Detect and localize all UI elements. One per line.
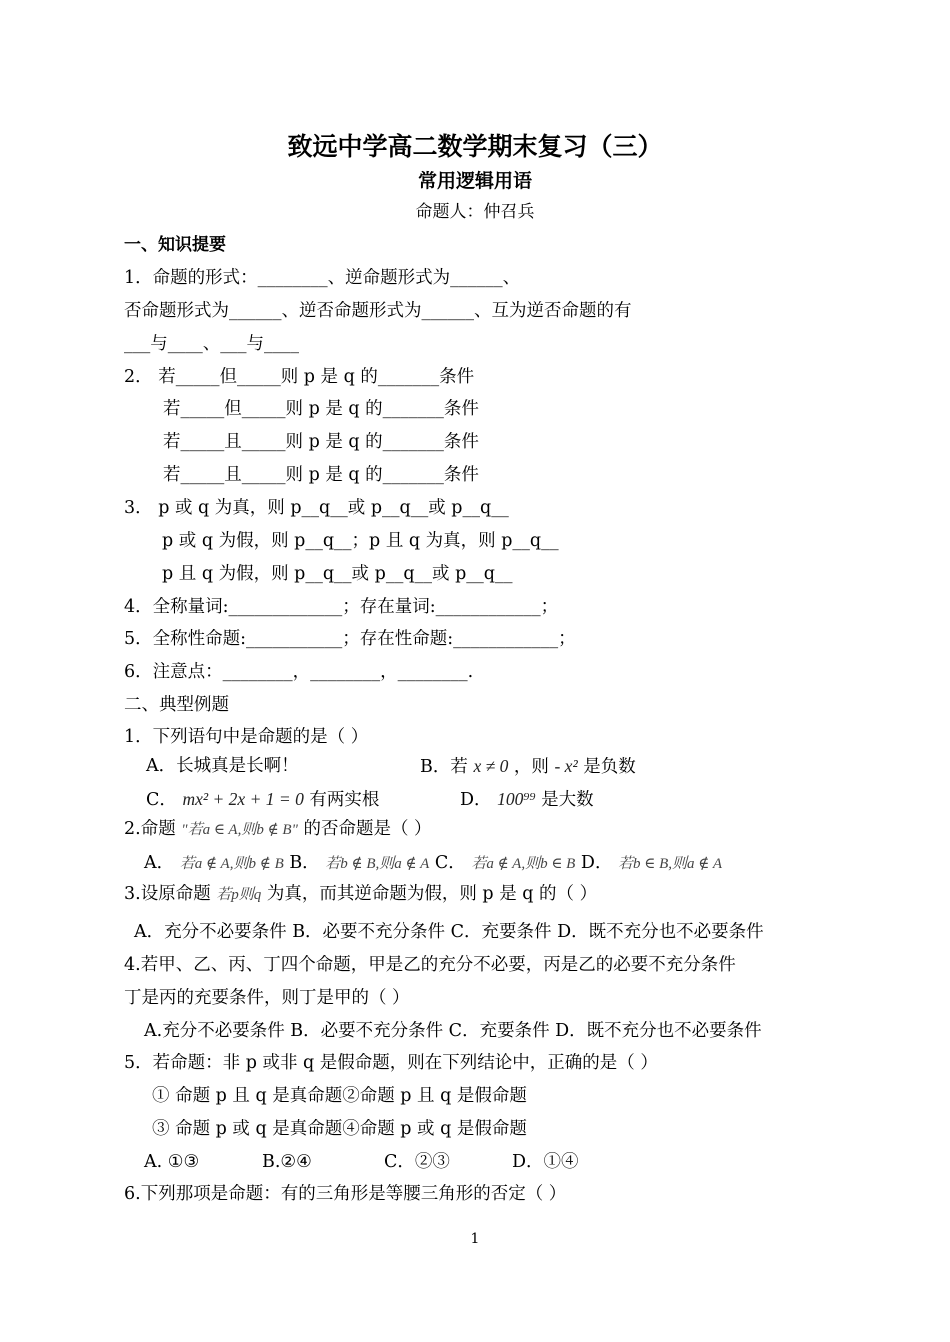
knowledge-line: 6．注意点：________，________，________.	[124, 662, 474, 682]
question-3-options: A．充分不必要条件 B．必要不充分条件 C．充要条件 D．既不充分也不必要条件	[134, 922, 764, 942]
question-5-option-b: B.②④	[262, 1152, 312, 1172]
question-5-statement: ③ 命题 p 或 q 是真命题④命题 p 或 q 是假命题	[152, 1119, 527, 1139]
math-expression: 若b ∈ B,则a ∉ A	[618, 856, 723, 872]
knowledge-line: 若_____但_____则 p 是 q 的_______条件	[163, 399, 479, 419]
math-expression: 若b ∉ B,则a ∉ A	[325, 856, 430, 872]
question-2-stem: 2.命题 "若a ∈ A,则b ∉ B" 的否命题是（ ）	[124, 819, 432, 839]
math-expression: - x²	[554, 756, 578, 776]
question-5-stem: 5．若命题：非 p 或非 q 是假命题，则在下列结论中，正确的是（ ）	[124, 1053, 658, 1073]
question-5-option-a: A. ①③	[144, 1152, 200, 1172]
knowledge-line: p 且 q 为假，则 p__q__或 p__q__或 p__q__	[162, 564, 513, 584]
math-expression: 若p则q	[216, 887, 262, 903]
section-heading-examples: 二、典型例题	[124, 695, 229, 715]
knowledge-line: 1．命题的形式：________、逆命题形式为______、	[124, 268, 521, 288]
question-4-stem-line-2: 丁是丙的充要条件，则丁是甲的（ ）	[124, 988, 410, 1008]
question-2-options: A． 若a ∉ A,则b ∉ B B． 若b ∉ B,则a ∉ A C． 若a ∉ A,则b ∈ B D． 若b ∈ B,则a ∉ A	[144, 853, 723, 873]
knowledge-line: 3． p 或 q 为真，则 p__q__或 p__q__或 p__q__	[124, 498, 509, 518]
question-5-statement: ① 命题 p 且 q 是真命题②命题 p 且 q 是假命题	[152, 1086, 527, 1106]
knowledge-line: 5．全称性命题:___________；存在性命题:____________；	[124, 629, 576, 649]
knowledge-line: 2． 若_____但_____则 p 是 q 的_______条件	[124, 367, 475, 387]
knowledge-line: 若_____且_____则 p 是 q 的_______条件	[163, 432, 479, 452]
math-expression: mx² + 2x + 1 = 0	[182, 789, 304, 809]
question-6-stem: 6.下列那项是命题：有的三角形是等腰三角形的否定（ ）	[124, 1184, 567, 1204]
question-3-stem: 3.设原命题 若p则q 为真，而其逆命题为假，则 p 是 q 的（ ）	[124, 884, 598, 904]
question-4-options: A.充分不必要条件 B．必要不充分条件 C．充要条件 D．既不充分也不必要条件	[144, 1021, 762, 1041]
question-1-option-d: D． 100⁹⁹ 是大数	[460, 789, 594, 810]
question-5-option-c: C．②③	[384, 1152, 450, 1172]
math-expression: 若a ∉ A,则b ∈ B	[471, 856, 576, 872]
math-expression: x ≠ 0	[473, 756, 509, 776]
page-number: 1	[470, 1231, 480, 1247]
knowledge-line: 否命题形式为______、逆否命题形式为______、互为逆否命题的有	[124, 301, 632, 321]
knowledge-line: 若_____且_____则 p 是 q 的_______条件	[163, 465, 479, 485]
question-4-stem-line-1: 4.若甲、乙、丙、丁四个命题，甲是乙的充分不必要，丙是乙的必要不充分条件	[124, 955, 736, 975]
knowledge-line: p 或 q 为假，则 p__q__；p 且 q 为真，则 p__q__	[162, 531, 559, 551]
knowledge-line: ___与____、___与____	[124, 334, 299, 354]
document-title: 致远中学高二数学期末复习（三）	[287, 132, 663, 161]
question-1-option-a: A．长城真是长啊！	[146, 756, 299, 776]
question-5-option-d: D．①④	[512, 1152, 579, 1172]
question-1-stem: 1．下列语句中是命题的是（ ）	[124, 727, 369, 747]
math-expression: "若a ∈ A,则b ∉ B"	[181, 822, 298, 838]
document-subtitle: 常用逻辑用语	[417, 170, 532, 192]
math-expression: 100⁹⁹	[497, 789, 536, 809]
math-expression: 若a ∉ A,则b ∉ B	[179, 856, 284, 872]
section-heading-knowledge: 一、知识提要	[124, 235, 226, 255]
knowledge-line: 4．全称量词:_____________；存在量词:____________；	[124, 597, 559, 617]
document-author: 命题人：仲召兵	[415, 202, 535, 222]
question-1-option-b: B．若 x ≠ 0 ，则 - x² 是负数	[420, 756, 636, 777]
question-1-option-c: C． mx² + 2x + 1 = 0 有两实根	[146, 789, 380, 810]
